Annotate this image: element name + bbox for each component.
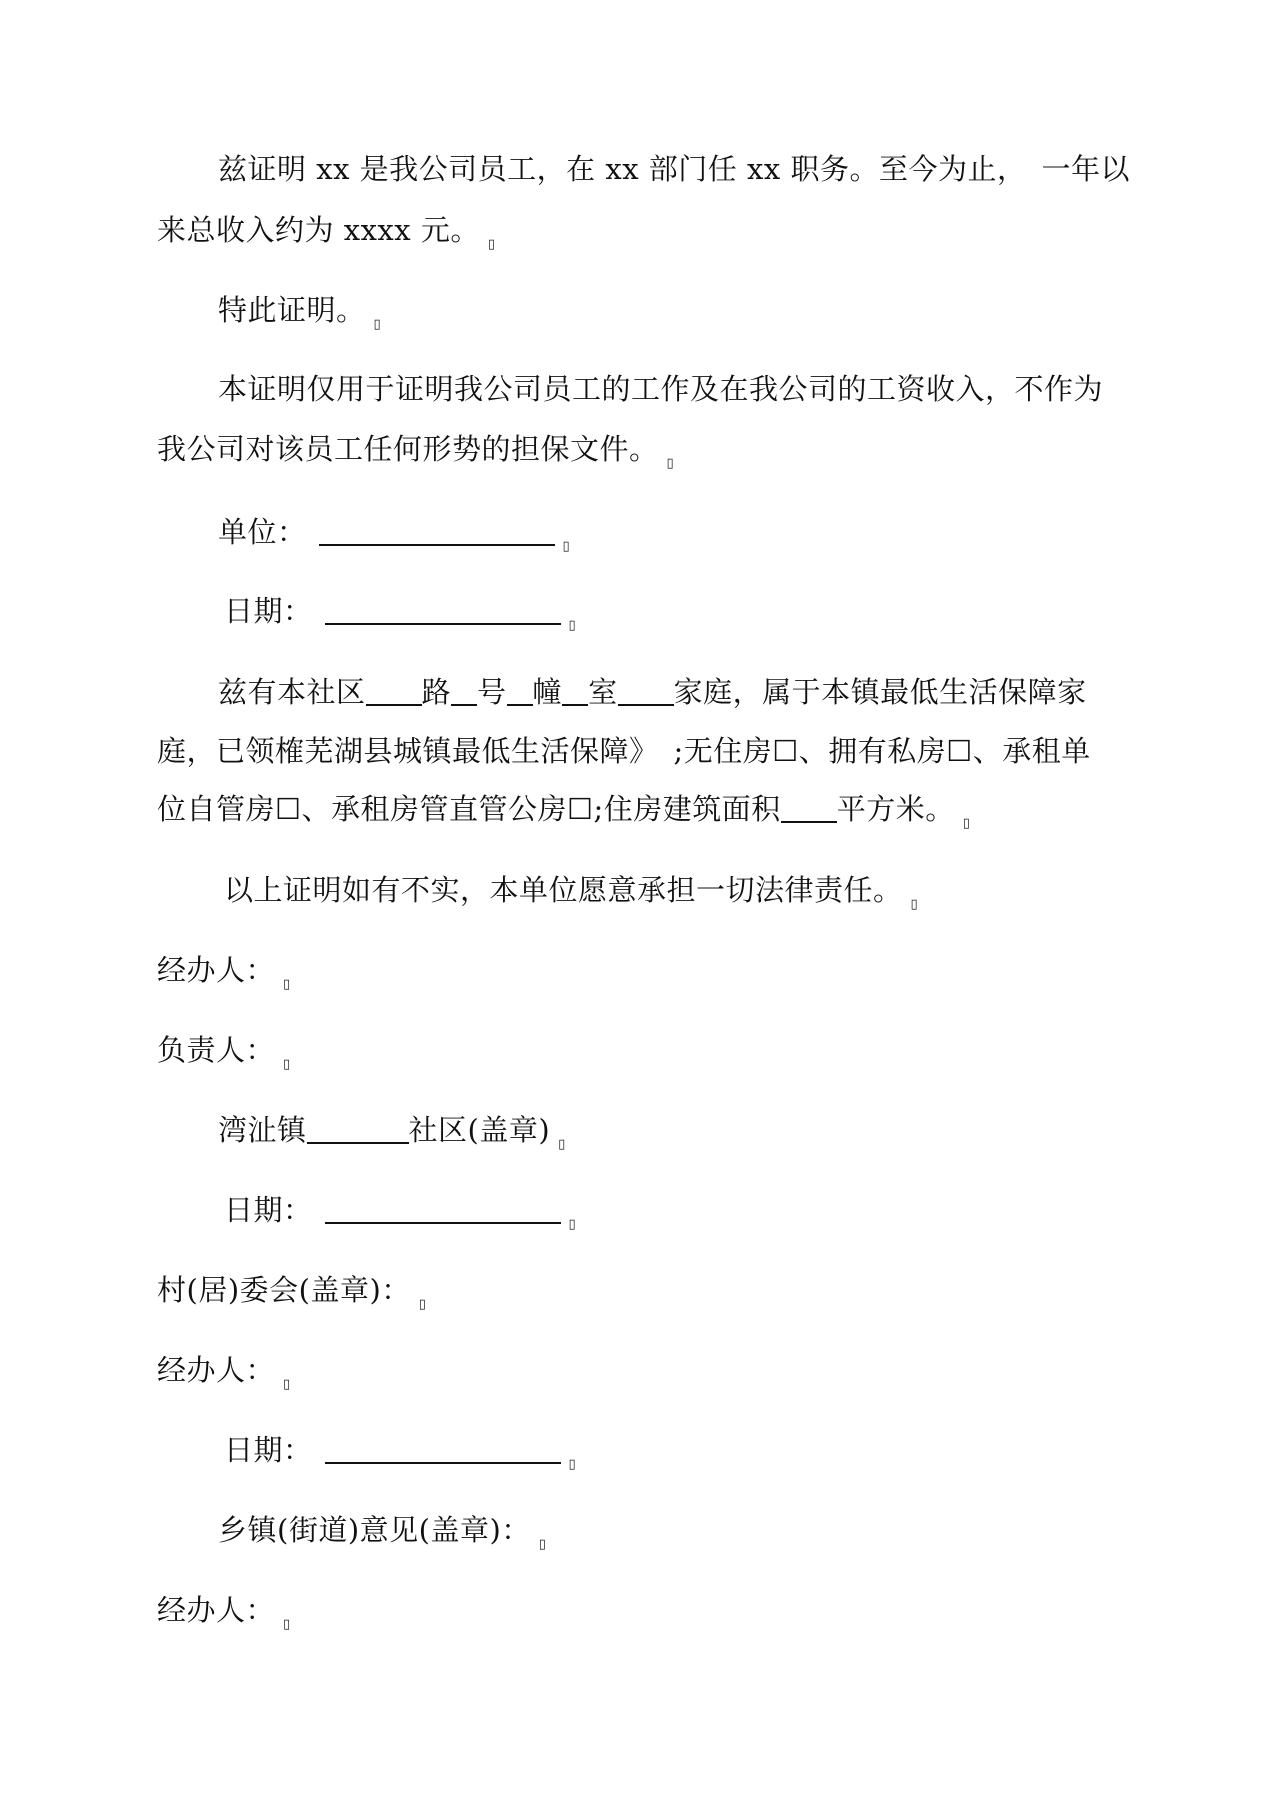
- text: 号: [477, 675, 507, 709]
- township-opinion-stamp: [218, 1513, 546, 1551]
- date-label: 日期：: [224, 594, 313, 628]
- text: 本证明仅用于证明我公司员工的工作及在我公司的工资收入，不作为: [218, 372, 1104, 406]
- text: 村(居)委会(盖章)：: [157, 1273, 411, 1307]
- paragraph-mark-icon: ▯: [373, 317, 382, 332]
- paragraph-4-line-1: [218, 675, 1087, 709]
- text: 路: [421, 675, 452, 709]
- paragraph-mark-icon: ▯: [910, 897, 919, 912]
- unit-label: 单位：: [218, 515, 307, 549]
- handler-field-2: [157, 1353, 291, 1391]
- text: 平方米。: [836, 792, 955, 826]
- paragraph-3-line-1: [218, 372, 1103, 406]
- blank: [507, 678, 533, 706]
- community-blank: [307, 1116, 409, 1144]
- blank: [366, 678, 422, 706]
- text: 乡镇(街道)意见(盖章)：: [218, 1513, 531, 1547]
- text: 特此证明。: [218, 293, 366, 327]
- paragraph-1-line-1: [218, 152, 1130, 186]
- paragraph-mark-icon: ▯: [487, 237, 496, 252]
- text: 位自管房☐、承租房管直管公房☐;住房建筑面积: [157, 792, 781, 826]
- paragraph-mark-icon: ▯: [538, 1537, 547, 1552]
- text: 兹证明 xx 是我公司员工，在 xx 部门任 xx 职务。至今为止， 一年以: [218, 152, 1130, 186]
- text: 室: [588, 675, 618, 709]
- handler-label: 经办人：: [157, 953, 276, 987]
- text: 社区(盖章): [408, 1113, 551, 1147]
- date-blank: [325, 597, 561, 625]
- unit-blank: [319, 518, 555, 546]
- handler-label: 经办人：: [157, 1593, 276, 1627]
- text: 庭，已领榷芜湖县城镇最低生活保障》 ;无住房☐、拥有私房☐、承租单: [157, 734, 1091, 768]
- date-field-3: [224, 1433, 576, 1471]
- paragraph-4-line-3: [157, 792, 970, 830]
- text: 来总收入约为 xxxx 元。: [157, 213, 480, 247]
- paragraph-mark-icon: ▯: [283, 1617, 291, 1632]
- unit-field: [218, 515, 570, 553]
- paragraph-mark-icon: ▯: [962, 816, 971, 831]
- town-community-stamp: [218, 1113, 566, 1151]
- paragraph-mark-icon: ▯: [283, 1057, 291, 1072]
- date-field-1: [224, 594, 576, 632]
- paragraph-4-line-2: [157, 734, 1091, 768]
- area-blank: [781, 795, 837, 823]
- paragraph-mark-icon: ▯: [562, 539, 571, 554]
- handler-field-1: [157, 953, 291, 991]
- text: 家庭，属于本镇最低生活保障家: [673, 675, 1087, 709]
- paragraph-mark-icon: ▯: [418, 1297, 427, 1312]
- handler-field-3: [157, 1593, 291, 1631]
- date-field-2: [224, 1193, 576, 1231]
- blank: [618, 678, 674, 706]
- paragraph-1-line-2: [157, 213, 496, 251]
- paragraph-mark-icon: ▯: [283, 977, 291, 992]
- paragraph-2: [218, 293, 381, 331]
- leader-label: 负责人：: [157, 1033, 276, 1067]
- paragraph-mark-icon: ▯: [558, 1137, 566, 1152]
- blank: [562, 678, 588, 706]
- handler-label: 经办人：: [157, 1353, 276, 1387]
- paragraph-3-line-2: [157, 432, 674, 470]
- text: 幢: [532, 675, 563, 709]
- leader-field: [157, 1033, 291, 1071]
- text: 兹有本社区: [218, 675, 366, 709]
- paragraph-mark-icon: ▯: [568, 1457, 577, 1472]
- paragraph-mark-icon: ▯: [568, 1217, 577, 1232]
- village-committee-stamp: [157, 1273, 426, 1311]
- paragraph-mark-icon: ▯: [568, 618, 577, 633]
- date-label: 日期：: [224, 1193, 313, 1227]
- date-blank: [325, 1196, 561, 1224]
- date-blank: [325, 1436, 561, 1464]
- paragraph-5: [224, 873, 918, 911]
- paragraph-mark-icon: ▯: [283, 1377, 291, 1392]
- blank: [451, 678, 477, 706]
- text: 湾沚镇: [218, 1113, 307, 1147]
- text: 我公司对该员工任何形势的担保文件。: [157, 432, 659, 466]
- text: 以上证明如有不实，本单位愿意承担一切法律责任。: [224, 873, 903, 907]
- date-label: 日期：: [224, 1433, 313, 1467]
- paragraph-mark-icon: ▯: [666, 456, 675, 471]
